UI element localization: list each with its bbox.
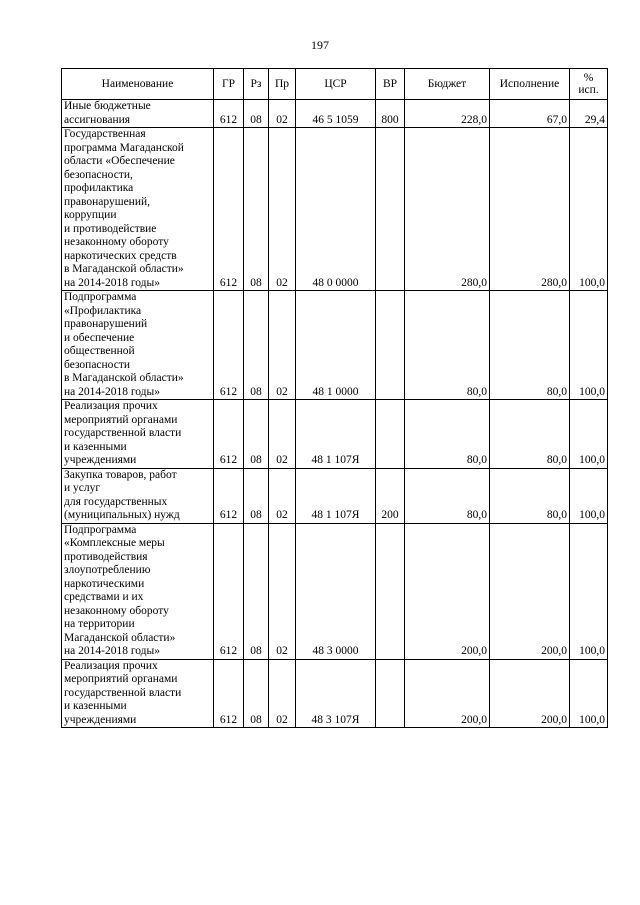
cell-name: Подпрограмма «Профилактика правонарушений и обеспечение общественной безопасности в Магаданской области» на 2014-2018 годы»	[62, 291, 214, 400]
header-budget: Бюджет	[405, 69, 490, 100]
cell-execution: 200,0	[490, 523, 570, 659]
cell-execution: 280,0	[490, 128, 570, 291]
header-pct-label: исп.	[578, 84, 599, 96]
cell-execution: 200,0	[490, 659, 570, 728]
cell-pct: 100,0	[570, 291, 608, 400]
cell-rz: 08	[244, 468, 269, 523]
cell-gr: 612	[214, 100, 244, 128]
cell-rz: 08	[244, 128, 269, 291]
cell-vr	[376, 523, 405, 659]
header-name: Наименование	[62, 69, 214, 100]
cell-pr: 02	[269, 659, 296, 728]
cell-rz: 08	[244, 659, 269, 728]
cell-vr	[376, 659, 405, 728]
cell-pr: 02	[269, 100, 296, 128]
cell-pr: 02	[269, 128, 296, 291]
cell-pct: 100,0	[570, 468, 608, 523]
cell-gr: 612	[214, 400, 244, 469]
cell-name: Подпрограмма «Комплексные меры противодействия злоупотреблению наркотическими средствами и их незаконному обороту на территории Магаданской области» на 2014-2018 годы»	[62, 523, 214, 659]
cell-vr	[376, 400, 405, 469]
cell-pct: 100,0	[570, 128, 608, 291]
table-row	[62, 523, 608, 659]
cell-budget: 200,0	[405, 523, 490, 659]
table-row	[62, 291, 608, 400]
cell-execution: 80,0	[490, 291, 570, 400]
cell-csr: 48 1 0000	[296, 291, 376, 400]
header-pct-symbol: %	[583, 72, 594, 84]
header-execution: Исполнение	[490, 69, 570, 100]
table-row	[62, 468, 608, 523]
cell-gr: 612	[214, 128, 244, 291]
cell-budget: 280,0	[405, 128, 490, 291]
cell-vr	[376, 291, 405, 400]
page-number: 197	[311, 38, 329, 52]
cell-csr: 48 0 0000	[296, 128, 376, 291]
cell-budget: 228,0	[405, 100, 490, 128]
cell-csr: 46 5 1059	[296, 100, 376, 128]
cell-rz: 08	[244, 523, 269, 659]
cell-budget: 200,0	[405, 659, 490, 728]
cell-rz: 08	[244, 400, 269, 469]
cell-pct: 100,0	[570, 400, 608, 469]
cell-pct: 100,0	[570, 659, 608, 728]
cell-gr: 612	[214, 523, 244, 659]
cell-execution: 67,0	[490, 100, 570, 128]
header-csr: ЦСР	[296, 69, 376, 100]
budget-table	[61, 68, 608, 728]
cell-csr: 48 1 107Я	[296, 468, 376, 523]
header-gr: ГР	[214, 69, 244, 100]
header-rz: Рз	[244, 69, 269, 100]
cell-pr: 02	[269, 523, 296, 659]
cell-budget: 80,0	[405, 400, 490, 469]
cell-pct: 100,0	[570, 523, 608, 659]
header-row	[62, 69, 608, 100]
cell-pr: 02	[269, 400, 296, 469]
cell-pr: 02	[269, 291, 296, 400]
cell-pr: 02	[269, 468, 296, 523]
cell-name: Иные бюджетные ассигнования	[62, 100, 214, 128]
cell-gr: 612	[214, 291, 244, 400]
cell-vr: 800	[376, 100, 405, 128]
cell-vr: 200	[376, 468, 405, 523]
cell-pct: 29,4	[570, 100, 608, 128]
cell-name: Государственная программа Магаданской области «Обеспечение безопасности, профилактика правонарушений, коррупции и противодействие незаконному обороту наркотических средств в Магаданской области» на 2014-2018 годы»	[62, 128, 214, 291]
table-row	[62, 659, 608, 728]
cell-gr: 612	[214, 659, 244, 728]
cell-vr	[376, 128, 405, 291]
cell-execution: 80,0	[490, 468, 570, 523]
cell-csr: 48 3 0000	[296, 523, 376, 659]
header-vr: ВР	[376, 69, 405, 100]
header-pr: Пр	[269, 69, 296, 100]
cell-name: Реализация прочих мероприятий органами государственной власти и казенными учреждениями	[62, 659, 214, 728]
cell-budget: 80,0	[405, 291, 490, 400]
cell-rz: 08	[244, 100, 269, 128]
header-pct	[570, 69, 608, 100]
cell-csr: 48 3 107Я	[296, 659, 376, 728]
cell-execution: 80,0	[490, 400, 570, 469]
cell-gr: 612	[214, 468, 244, 523]
table-row	[62, 100, 608, 128]
cell-csr: 48 1 107Я	[296, 400, 376, 469]
cell-name: Реализация прочих мероприятий органами государственной власти и казенными учреждениями	[62, 400, 214, 469]
table-row	[62, 128, 608, 291]
cell-name: Закупка товаров, работ и услуг для государственных (муниципальных) нужд	[62, 468, 214, 523]
cell-rz: 08	[244, 291, 269, 400]
table-row	[62, 400, 608, 469]
cell-budget: 80,0	[405, 468, 490, 523]
